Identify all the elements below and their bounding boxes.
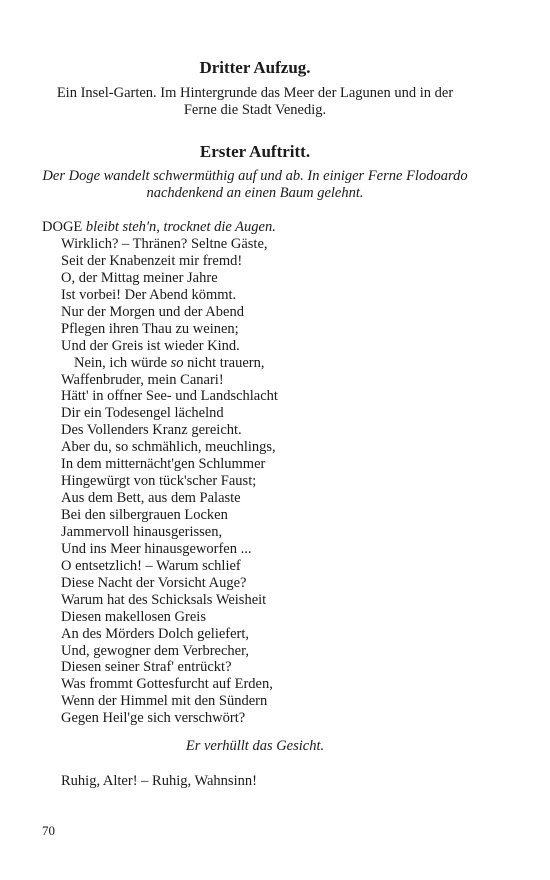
speaker-name: DOGE — [42, 219, 83, 235]
verse-line: Waffenbruder, mein Canari! — [61, 371, 224, 388]
verse-line: Ist vorbei! Der Abend kömmt. — [61, 286, 237, 303]
verse-line: Diesen seiner Straf' entrückt? — [61, 659, 232, 676]
verse-line: Und der Greis ist wieder Kind. — [61, 337, 240, 354]
verse-line: Diesen makellosen Greis — [61, 608, 206, 625]
emphasis-word: so — [170, 354, 184, 371]
setting-description: Ein Insel-Garten. Im Hintergrunde das Meer der Lagunen und in der Ferne die Stadt Venedig. — [56, 85, 454, 118]
page-number: 70 — [42, 823, 55, 838]
verse-line: Aber du, so schmählich, meuchlings, — [61, 439, 276, 456]
speaker-direction: bleibt steh'n, trocknet die Augen. — [85, 219, 276, 235]
verse-line: Und ins Meer hinausgeworfen ... — [61, 540, 252, 557]
verse-block — [61, 236, 278, 727]
closing-verse-line: Ruhig, Alter! – Ruhig, Wahnsinn! — [61, 773, 257, 789]
speaker-line — [42, 219, 276, 236]
scene-heading: Erster Auftritt. — [199, 142, 311, 161]
verse-line: Jammervoll hinausgerissen, — [61, 523, 223, 540]
verse-line: Gegen Heil'ge sich verschwört? — [61, 710, 246, 727]
verse-line: Seit der Knabenzeit mir fremd! — [61, 252, 243, 269]
verse-line: Wenn der Himmel mit den Sündern — [61, 693, 268, 710]
verse-line-indented: Nein, ich würde so nicht trauern, — [74, 354, 265, 371]
verse-line: Wirklich? – Thränen? Seltne Gäste, — [61, 236, 268, 252]
verse-line: O entsetzlich! – Warum schlief — [61, 557, 241, 574]
verse-line: Bei den silbergrauen Locken — [61, 507, 228, 523]
verse-line: Und, gewogner dem Verbrecher, — [61, 642, 249, 659]
verse-line: Warum hat des Schicksals Weisheit — [61, 591, 267, 608]
verse-line: Des Vollenders Kranz gereicht. — [61, 422, 242, 439]
scene-direction: Der Doge wandelt schwermüthig auf und ab. In einiger Ferne Flodoardo nachdenkend an einen Baum gelehnt. — [42, 168, 468, 201]
verse-line: In dem mitternächt'gen Schlummer — [61, 456, 266, 473]
verse-line: Nur der Morgen und der Abend — [61, 303, 244, 320]
verse-line: Was frommt Gottesfurcht auf Erden, — [61, 676, 273, 693]
verse-line: Diese Nacht der Vorsicht Auge? — [61, 574, 247, 591]
verse-line: Hätt' in offner See- und Landschlacht — [61, 388, 278, 405]
verse-line: Aus dem Bett, aus dem Palaste — [61, 490, 241, 507]
stage-direction: Er verhüllt das Gesicht. — [185, 738, 325, 754]
verse-line: Pflegen ihren Thau zu weinen; — [61, 320, 239, 337]
verse-line: An des Mörders Dolch geliefert, — [61, 625, 250, 642]
verse-line: Hingewürgt von tück'scher Faust; — [61, 473, 257, 490]
act-heading: Dritter Aufzug. — [199, 58, 311, 77]
verse-line: Dir ein Todesengel lächelnd — [61, 405, 224, 422]
verse-line: O, der Mittag meiner Jahre — [61, 269, 218, 286]
